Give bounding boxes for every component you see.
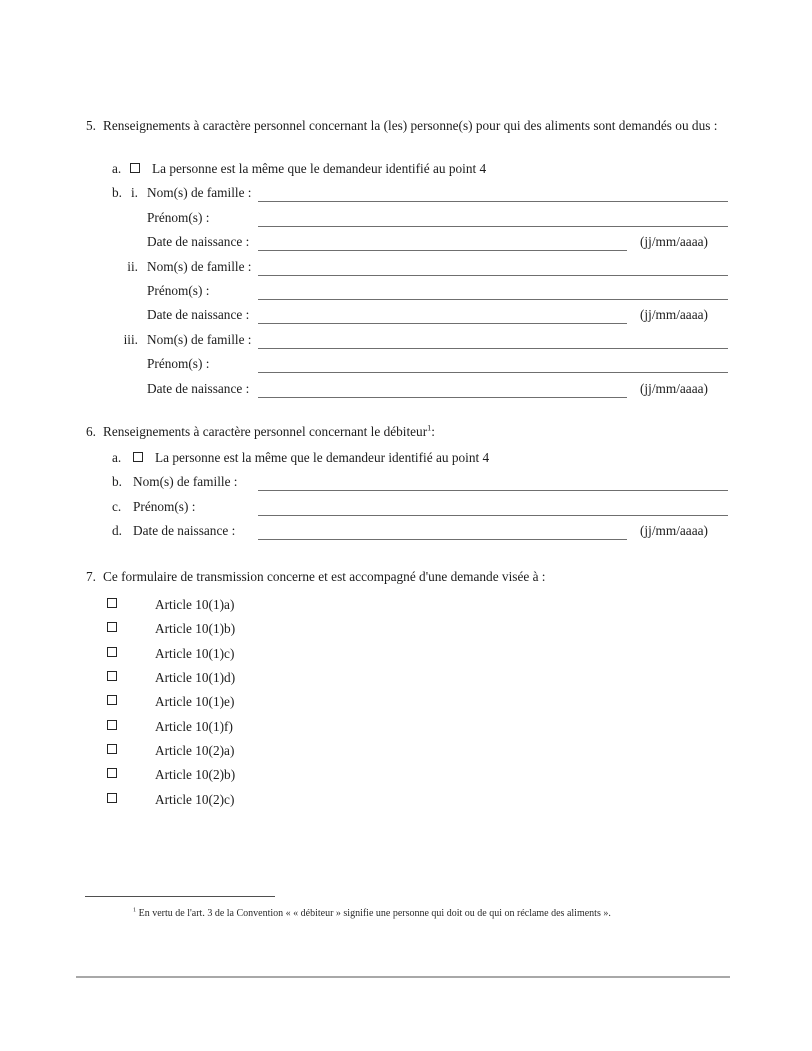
debtor-last-name-row: [112, 473, 728, 492]
item-letter: b.: [112, 185, 122, 200]
person-ii-last-name-input[interactable]: [258, 259, 728, 276]
option-article-10-1-b: [107, 620, 727, 639]
footnote-separator-rule: [85, 896, 275, 897]
article-option-label: Article 10(1)d): [155, 670, 236, 685]
debtor-first-name-row: [112, 498, 728, 517]
item-letter: d.: [112, 523, 122, 538]
item-letter: a.: [112, 450, 122, 465]
page-bottom-rule: [76, 976, 730, 978]
person-numeral: iii.: [123, 332, 138, 347]
article-option-label: Article 10(1)c): [155, 646, 235, 661]
footnote-text: En vertu de l'art. 3 de la Convention « « débiteur » signifie une personne qui doit ou de qui on réclame des aliments ».: [138, 908, 611, 919]
date-format-hint: (jj/mm/aaaa): [640, 234, 708, 249]
article-10-1-f-checkbox[interactable]: [107, 720, 117, 730]
person-iii-birth-date-row: [112, 380, 728, 399]
article-option-label: Article 10(1)b): [155, 621, 236, 636]
person-iii-first-name-row: [112, 355, 728, 374]
date-format-hint: (jj/mm/aaaa): [640, 523, 708, 538]
option-article-10-2-b: [107, 766, 727, 785]
footnote-ref: 1: [133, 906, 137, 914]
first-name-label: Prénom(s) :: [133, 499, 196, 514]
person-i-first-name-row: [112, 209, 728, 228]
article-10-1-e-checkbox[interactable]: [107, 695, 117, 705]
option-article-10-1-a: [107, 596, 727, 615]
person-numeral: i.: [130, 185, 138, 200]
person-i-last-name-input[interactable]: [258, 185, 728, 202]
person-iii-last-name-input[interactable]: [258, 332, 728, 349]
section-5-heading: [86, 117, 738, 135]
option-article-10-2-c: [107, 791, 727, 810]
article-option-label: Article 10(2)b): [155, 767, 236, 782]
birth-date-label: Date de naissance :: [147, 234, 250, 249]
first-name-label: Prénom(s) :: [147, 283, 210, 298]
last-name-label: Nom(s) de famille :: [147, 259, 252, 274]
article-option-label: Article 10(2)c): [155, 792, 235, 807]
section-7-heading: [86, 568, 738, 586]
person-ii-first-name-input[interactable]: [258, 283, 728, 300]
person-ii-birth-date-row: [112, 306, 728, 325]
date-format-hint: (jj/mm/aaaa): [640, 307, 708, 322]
person-i-birth-date-row: [112, 233, 728, 252]
option-article-10-2-a: [107, 742, 727, 761]
section-7-number: 7.: [86, 569, 96, 584]
birth-date-label: Date de naissance :: [147, 381, 250, 396]
article-option-label: Article 10(2)a): [155, 743, 235, 758]
section-7-title: Ce formulaire de transmission concerne et est accompagné d'une demande visée à :: [103, 569, 546, 584]
last-name-label: Nom(s) de famille :: [147, 185, 252, 200]
option-article-10-1-c: [107, 645, 727, 664]
footnote: [133, 907, 611, 920]
section-6-heading: [86, 423, 738, 441]
debtor-last-name-input[interactable]: [258, 474, 728, 491]
debtor-birth-date-input[interactable]: [258, 523, 627, 540]
section6-same-person-label: La personne est la même que le demandeur identifié au point 4: [155, 450, 490, 465]
debtor-first-name-input[interactable]: [258, 499, 728, 516]
person-iii-first-name-input[interactable]: [258, 356, 728, 373]
section-5-number: 5.: [86, 118, 96, 133]
person-ii-last-name-row: [112, 258, 728, 277]
article-option-label: Article 10(1)a): [155, 597, 235, 612]
last-name-label: Nom(s) de famille :: [133, 474, 238, 489]
item-letter: a.: [112, 161, 122, 176]
option-article-10-1-e: [107, 693, 727, 712]
first-name-label: Prénom(s) :: [147, 356, 210, 371]
person-numeral: ii.: [127, 259, 138, 274]
person-ii-first-name-row: [112, 282, 728, 301]
article-10-1-c-checkbox[interactable]: [107, 647, 117, 657]
article-10-1-d-checkbox[interactable]: [107, 671, 117, 681]
article-10-1-b-checkbox[interactable]: [107, 622, 117, 632]
person-iii-last-name-row: [112, 331, 728, 350]
section-5-title: Renseignements à caractère personnel concernant la (les) personne(s) pour qui des aliments sont demandés ou dus :: [103, 118, 718, 133]
item-letter: b.: [112, 474, 122, 489]
last-name-label: Nom(s) de famille :: [147, 332, 252, 347]
article-10-1-a-checkbox[interactable]: [107, 598, 117, 608]
debtor-birth-date-row: [112, 522, 728, 541]
article-10-2-a-checkbox[interactable]: [107, 744, 117, 754]
article-option-label: Article 10(1)e): [155, 694, 235, 709]
option-article-10-1-d: [107, 669, 727, 688]
section5-same-person-label: La personne est la même que le demandeur identifié au point 4: [152, 161, 487, 176]
person-i-first-name-input[interactable]: [258, 210, 728, 227]
article-10-2-c-checkbox[interactable]: [107, 793, 117, 803]
section-6-number: 6.: [86, 424, 96, 439]
section5-same-person-checkbox[interactable]: [130, 163, 140, 173]
section6-item-a: [112, 449, 728, 468]
article-10-2-b-checkbox[interactable]: [107, 768, 117, 778]
section6-same-person-checkbox[interactable]: [133, 452, 143, 462]
item-letter: c.: [112, 499, 122, 514]
person-iii-birth-date-input[interactable]: [258, 381, 627, 398]
first-name-label: Prénom(s) :: [147, 210, 210, 225]
section-6-title: [103, 423, 743, 441]
person-ii-birth-date-input[interactable]: [258, 307, 627, 324]
footnote-reference-mark: 1: [427, 423, 432, 433]
date-format-hint: (jj/mm/aaaa): [640, 381, 708, 396]
birth-date-label: Date de naissance :: [147, 307, 250, 322]
birth-date-label: Date de naissance :: [133, 523, 236, 538]
person-i-last-name-row: [112, 184, 728, 203]
section-6-title-suffix: :: [431, 424, 435, 439]
option-article-10-1-f: [107, 718, 727, 737]
section-6-title-text: Renseignements à caractère personnel concernant le débiteur: [103, 424, 428, 439]
article-option-label: Article 10(1)f): [155, 719, 233, 734]
section5-item-a: [112, 160, 728, 179]
person-i-birth-date-input[interactable]: [258, 234, 627, 251]
